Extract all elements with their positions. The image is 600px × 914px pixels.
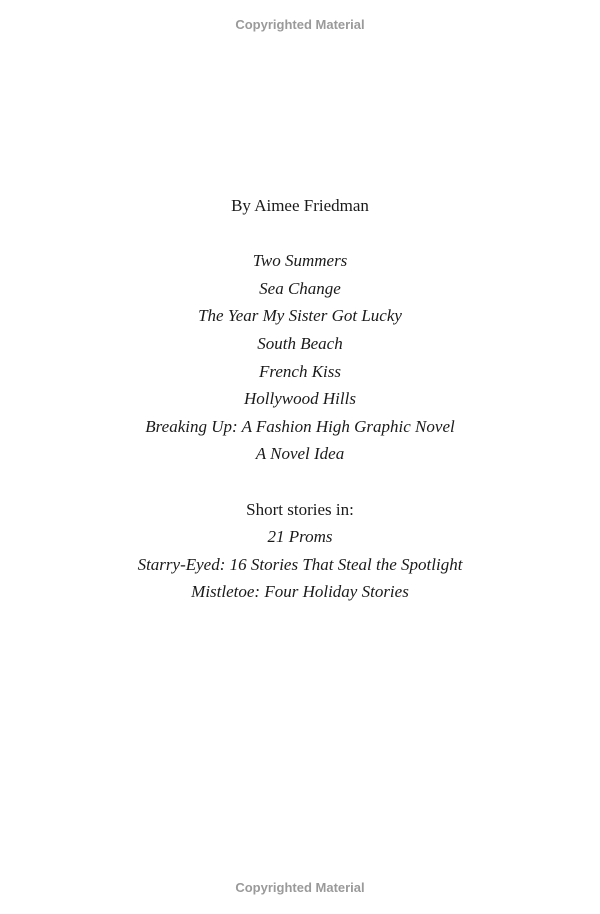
anthology-title: Mistletoe: Four Holiday Stories [191, 582, 409, 602]
book-title: A Novel Idea [255, 444, 345, 464]
short-stories-heading: Short stories in: [246, 499, 354, 519]
book-title: Two Summers [252, 251, 348, 271]
spacer [0, 468, 600, 496]
spacer [0, 220, 600, 248]
book-title: Sea Change [259, 278, 341, 298]
also-by-page [0, 192, 600, 606]
anthology-title: Starry-Eyed: 16 Stories That Steal the Spotlight [137, 554, 463, 574]
short-story-list [0, 523, 600, 606]
book-title: Hollywood Hills [244, 389, 356, 409]
watermark-bottom: Copyrighted Material [235, 880, 365, 895]
book-title: South Beach [257, 333, 343, 353]
author-line: By Aimee Friedman [231, 196, 369, 215]
watermark-top: Copyrighted Material [235, 17, 365, 32]
book-title: The Year My Sister Got Lucky [198, 306, 402, 326]
book-title: French Kiss [258, 361, 341, 381]
book-list [0, 247, 600, 468]
anthology-title: 21 Proms [267, 527, 333, 547]
book-title: Breaking Up: A Fashion High Graphic Novel [145, 416, 455, 436]
